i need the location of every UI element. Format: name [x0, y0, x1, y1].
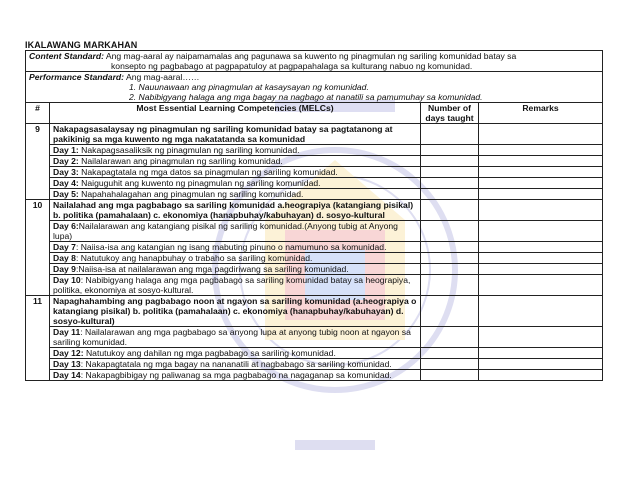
day-item: [50, 156, 421, 167]
remarks-cell: [479, 253, 603, 264]
day-label: Day 2:: [53, 156, 79, 166]
day-item: [50, 221, 421, 242]
day-text: Napahahalagahan ang pinagmulan ng sariling komunidad.: [78, 189, 304, 199]
days-cell: [421, 200, 479, 221]
row-number: 9: [26, 124, 50, 200]
day-text: : Natutukoy ang hanapbuhay o trabaho sa sariling komunidad.: [75, 253, 313, 263]
day-item: [50, 327, 421, 348]
day-text: Nailalarawan ang pinagmulan ng sariling komunidad.: [78, 156, 283, 166]
day-text: :Naiisa-isa at nailalarawan ang mga pagdiriwang sa sariling komunidad.: [75, 264, 349, 274]
table-header-row: [26, 103, 603, 124]
performance-item-2: 2. Nabibigyang halaga ang mga bagay na nagbago at nanatili sa pamumuhay sa komunidad.: [129, 92, 483, 102]
remarks-cell: [479, 242, 603, 253]
table-row: [26, 145, 603, 156]
performance-item-1: 1. Nauunawaan ang pinagmulan at kasaysayan ng komunidad.: [129, 82, 369, 92]
day-text: Naiguguhit ang kuwento ng pinagmulan ng sariling komunidad.: [78, 178, 321, 188]
remarks-cell: [479, 370, 603, 381]
day-label: Day 11: [53, 327, 81, 337]
day-text: Nakapagsasaliksik ng pinagmulan ng sariling komunidad.: [78, 145, 300, 155]
day-item: [50, 167, 421, 178]
days-cell: [421, 242, 479, 253]
day-text: : Nabibigyang halaga ang mga pagbabago sa sariling komunidad batay sa heograpiya, politika, ekonomiya at sosyo-kultural.: [53, 275, 411, 295]
table-row: [26, 189, 603, 200]
day-item: [50, 370, 421, 381]
day-item: [50, 275, 421, 296]
remarks-cell: [479, 124, 603, 145]
remarks-cell: [479, 189, 603, 200]
days-cell: [421, 275, 479, 296]
day-item: [50, 242, 421, 253]
day-item: [50, 189, 421, 200]
performance-standard-cell: [26, 72, 603, 103]
content-standard-cell: [26, 51, 603, 72]
days-cell: [421, 253, 479, 264]
days-cell: [421, 156, 479, 167]
row-number: 11: [26, 296, 50, 381]
table-row: [26, 167, 603, 178]
day-label: Day 5:: [53, 189, 79, 199]
days-cell: [421, 348, 479, 359]
day-text: Natutukoy ang dahilan ng mga pagbabago sa sariling komunidad.: [83, 348, 336, 358]
day-label: Day 1:: [53, 145, 79, 155]
days-cell: [421, 264, 479, 275]
days-cell: [421, 370, 479, 381]
table-row: [26, 370, 603, 381]
day-label: Day 14: [53, 370, 81, 380]
day-label: Day 9: [53, 264, 76, 274]
quarter-title: IKALAWANG MARKAHAN: [25, 40, 138, 50]
day-item: [50, 178, 421, 189]
remarks-cell: [479, 327, 603, 348]
days-cell: [421, 124, 479, 145]
table-row: [26, 242, 603, 253]
day-item: [50, 253, 421, 264]
competency-text: Nakapagsasalaysay ng pinagmulan ng sariling komunidad batay sa pagtatanong at pakikinig sa mga kuwento ng mga nakatatanda sa komunidad: [50, 124, 421, 145]
days-cell: [421, 221, 479, 242]
remarks-cell: [479, 167, 603, 178]
days-cell: [421, 145, 479, 156]
remarks-cell: [479, 296, 603, 327]
day-text: Nakapagtatala ng mga datos sa pinagmulan ng sariling komunidad.: [78, 167, 338, 177]
header-melcs: Most Essential Learning Competencies (MELCs): [50, 103, 421, 124]
days-cell: [421, 167, 479, 178]
day-label: Day 4:: [53, 178, 79, 188]
days-cell: [421, 178, 479, 189]
header-days: Number of days taught: [421, 103, 479, 124]
table-row: [26, 359, 603, 370]
competency-text: Nailalahad ang mga pagbabago sa sariling komunidad a.heograpiya (katangiang pisikal) b. politika (pamahalaan) c. ekonomiya (hanapbuhay/kabuhayan) d. sosyo-kultural: [50, 200, 421, 221]
day-label: Day 10: [53, 275, 81, 285]
day-item: [50, 348, 421, 359]
remarks-cell: [479, 156, 603, 167]
days-cell: [421, 189, 479, 200]
melc-table: [25, 50, 603, 381]
table-row: [26, 253, 603, 264]
table-row: [26, 156, 603, 167]
day-text: : Nakapagtatala ng mga bagay na nananatili at nagbabago sa sariling komunidad.: [80, 359, 392, 369]
day-text: : Nakapagbibigay ng paliwanag sa mga pagbabago na nagaganap sa komunidad.: [80, 370, 392, 380]
table-row: [26, 264, 603, 275]
table-row: [26, 348, 603, 359]
table-row: [26, 275, 603, 296]
day-item: [50, 359, 421, 370]
day-label: Day 8: [53, 253, 76, 263]
remarks-cell: [479, 178, 603, 189]
days-cell: [421, 327, 479, 348]
day-label: Day 7: [53, 242, 76, 252]
table-row: [26, 200, 603, 221]
row-number: 10: [26, 200, 50, 296]
remarks-cell: [479, 221, 603, 242]
day-text: : Naiisa-isa ang katangian ng isang mabuting pinuno o namumuno sa komunidad.: [75, 242, 387, 252]
table-row: [26, 296, 603, 327]
day-text: Nailalarawan ang katangiang pisikal ng sariling komunidad.(Anyong tubig at Anyong lupa): [53, 221, 398, 241]
remarks-cell: [479, 348, 603, 359]
days-cell: [421, 296, 479, 327]
remarks-cell: [479, 145, 603, 156]
content-standard-text-1: Ang mag-aaral ay naipamamalas ang pagunawa sa kuwento ng pinagmulan ng sariling komunidad batay sa: [105, 51, 517, 61]
day-label: Day 12:: [53, 348, 84, 358]
table-row: [26, 178, 603, 189]
content-standard-text-2: konsepto ng pagbabago at pagpapatuloy at pagpapahalaga sa kulturang nabuo ng komunidad.: [111, 61, 473, 71]
day-label: Day 6:: [53, 221, 79, 231]
remarks-cell: [479, 264, 603, 275]
content-standard-label: Content Standard:: [29, 51, 104, 61]
day-label: Day 13: [53, 359, 81, 369]
day-item: [50, 264, 421, 275]
table-row: [26, 124, 603, 145]
remarks-cell: [479, 359, 603, 370]
day-label: Day 3:: [53, 167, 79, 177]
remarks-cell: [479, 275, 603, 296]
performance-standard-label: Performance Standard:: [29, 72, 125, 82]
performance-standard-text: Ang mag-aaral……: [125, 72, 200, 82]
header-remarks: Remarks: [479, 103, 603, 124]
days-cell: [421, 359, 479, 370]
header-num: #: [26, 103, 50, 124]
competency-text: Napaghahambing ang pagbabago noon at ngayon sa sariling komunidad (a.heograpiya o katangiang pisikal) b. politika (pamahalaan) c. ekonomiya (hanapbuhay/kabuhayan) d. sosyo-kultural): [50, 296, 421, 327]
day-text: : Nailalarawan ang mga pagbabago sa anyong lupa at anyong tubig noon at ngayon sa sariling komunidad.: [53, 327, 411, 347]
remarks-cell: [479, 200, 603, 221]
table-row: [26, 221, 603, 242]
table-row: [26, 327, 603, 348]
day-item: [50, 145, 421, 156]
